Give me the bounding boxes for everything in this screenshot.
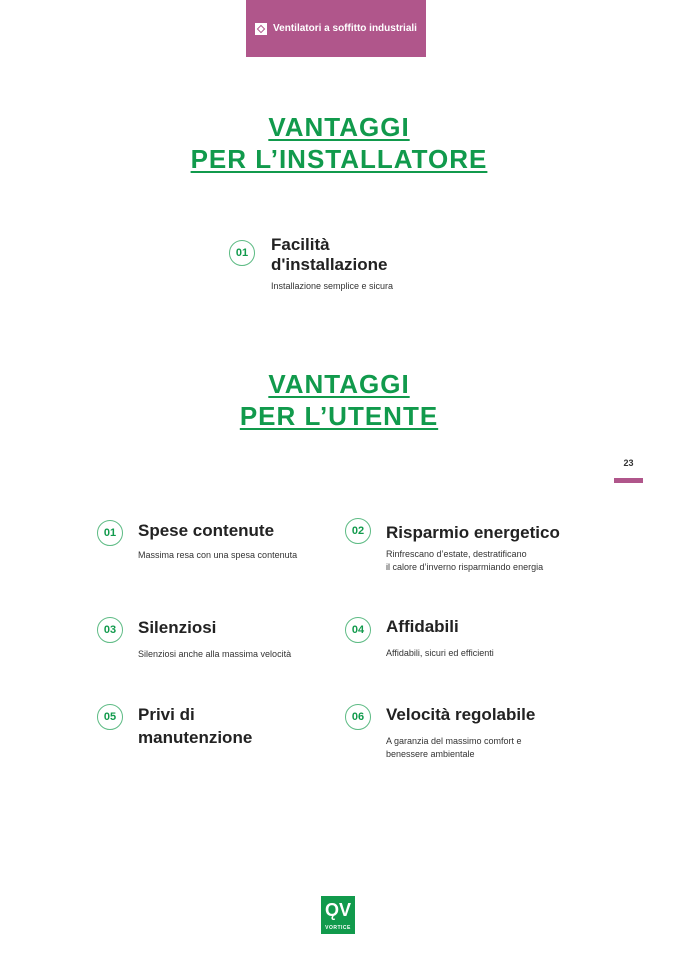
header-tab bbox=[246, 0, 426, 57]
feature-description-line2: benessere ambientale bbox=[386, 749, 475, 759]
feature-title: Privi di bbox=[138, 705, 195, 724]
feature-title: Risparmio energetico bbox=[386, 523, 560, 542]
logo-text: VORTICE bbox=[325, 925, 351, 931]
feature-description: Rinfrescano d’estate, destratificano bbox=[386, 549, 527, 559]
header-tab-label: Ventilatori a soffitto industriali bbox=[273, 23, 417, 34]
feature-title: Facilità bbox=[271, 235, 330, 254]
feature-number: 02 bbox=[345, 518, 371, 544]
feature-title-line2: manutenzione bbox=[138, 728, 253, 747]
feature-title: Velocità regolabile bbox=[386, 705, 536, 724]
feature-description: Affidabili, sicuri ed efficienti bbox=[386, 648, 494, 658]
logo-mark-icon: ǪV bbox=[325, 900, 352, 920]
feature-title: Spese contenute bbox=[138, 521, 275, 540]
user-title-line1: VANTAGGI bbox=[268, 369, 410, 399]
feature-title: Affidabili bbox=[386, 617, 459, 636]
feature-description: Silenziosi anche alla massima velocità bbox=[138, 649, 292, 659]
feature-number: 01 bbox=[229, 240, 255, 266]
user-title-line2: PER L’UTENTE bbox=[239, 401, 439, 431]
feature-number: 05 bbox=[97, 704, 123, 730]
feature-title: Silenziosi bbox=[138, 618, 217, 637]
installer-title-line1: VANTAGGI bbox=[268, 112, 410, 142]
fan-icon bbox=[255, 23, 267, 35]
feature-description-line2: il calore d’inverno risparmiando energia bbox=[386, 562, 544, 572]
feature-description: A garanzia del massimo comfort e bbox=[386, 736, 522, 746]
feature-title-line2: d'installazione bbox=[271, 255, 388, 274]
feature-description: Massima resa con una spesa contenuta bbox=[138, 550, 298, 560]
feature-number: 03 bbox=[97, 617, 123, 643]
feature-number: 04 bbox=[345, 617, 371, 643]
feature-number: 01 bbox=[97, 520, 123, 546]
page-number: 23 bbox=[623, 458, 634, 468]
installer-title-line2: PER L’INSTALLATORE bbox=[190, 144, 488, 174]
vortice-logo bbox=[321, 896, 355, 934]
page-marker-bar bbox=[614, 478, 643, 483]
feature-number: 06 bbox=[345, 704, 371, 730]
feature-description: Installazione semplice e sicura bbox=[271, 281, 394, 291]
